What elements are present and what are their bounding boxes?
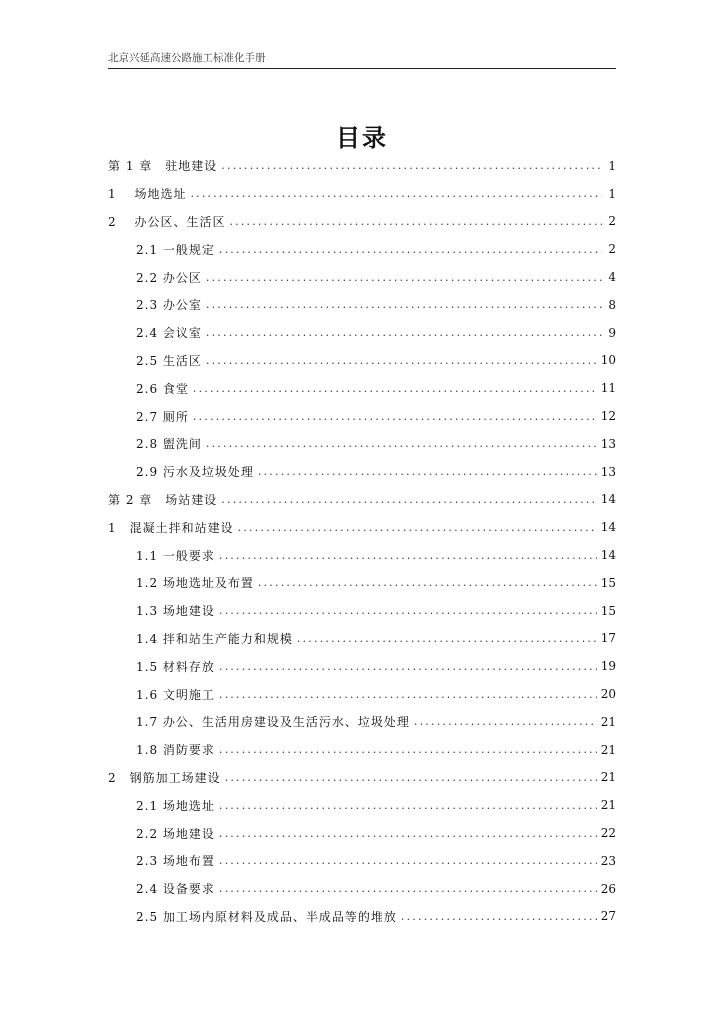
toc-entry-label: 1.8 消防要求 [136, 743, 215, 758]
toc-entry-label: 1.4 拌和站生产能力和规模 [136, 631, 293, 646]
toc-entry-page-number: 14 [600, 520, 616, 535]
toc-entry-label: 2.2 场地建设 [136, 826, 215, 841]
toc-entry-page-number: 1 [608, 186, 616, 201]
toc-entry-page-number: 21 [600, 714, 616, 729]
toc-entry-page-number: 2 [608, 242, 616, 257]
toc-entry-page-number: 11 [600, 381, 616, 396]
toc-entry-label: 1.1 一般要求 [136, 548, 215, 563]
toc-entry[interactable] [108, 180, 616, 208]
toc-entry-label: 1.3 场地建设 [136, 604, 215, 619]
toc-dot-leader [297, 632, 597, 645]
table-of-contents [108, 152, 616, 930]
toc-dot-leader [225, 771, 597, 784]
toc-entry[interactable] [108, 597, 616, 625]
toc-entry-label: 第 2 章 场站建设 [108, 492, 218, 507]
running-header: 北京兴延高速公路施工标准化手册 [108, 50, 616, 69]
toc-entry-page-number: 15 [600, 575, 616, 590]
toc-dot-leader [219, 882, 597, 895]
toc-entry[interactable] [108, 903, 616, 931]
toc-entry-label: 2.2 办公区 [136, 270, 202, 285]
toc-dot-leader [193, 382, 597, 395]
toc-dot-leader [219, 660, 597, 673]
toc-dot-leader [206, 354, 597, 367]
toc-entry-label: 2.8 盥洗间 [136, 437, 202, 452]
toc-dot-leader [206, 298, 602, 311]
toc-dot-leader [206, 437, 597, 450]
toc-entry-label: 2 办公区、生活区 [108, 214, 226, 229]
toc-entry-label: 2.4 设备要求 [136, 882, 215, 897]
toc-dot-leader [221, 159, 602, 172]
toc-entry-label: 2.1 一般规定 [136, 242, 215, 257]
toc-dot-leader [229, 215, 602, 228]
toc-entry-page-number: 14 [600, 492, 616, 507]
toc-entry[interactable] [108, 402, 616, 430]
toc-entry-label: 2.5 生活区 [136, 353, 202, 368]
toc-dot-leader [414, 715, 597, 728]
toc-entry[interactable] [108, 152, 616, 180]
toc-entry-page-number: 26 [600, 881, 616, 896]
toc-entry-page-number: 17 [600, 631, 616, 646]
toc-entry-page-number: 20 [600, 687, 616, 702]
toc-entry-label: 2.6 食堂 [136, 381, 189, 396]
toc-entry-page-number: 14 [600, 548, 616, 563]
toc-entry[interactable] [108, 541, 616, 569]
toc-entry[interactable] [108, 486, 616, 514]
toc-entry[interactable] [108, 680, 616, 708]
toc-entry-label: 2 钢筋加工场建设 [108, 770, 221, 785]
page-title: 目录 [336, 124, 388, 152]
toc-dot-leader [219, 743, 597, 756]
toc-entry[interactable] [108, 347, 616, 375]
toc-entry[interactable] [108, 764, 616, 792]
toc-entry-label: 1.6 文明施工 [136, 687, 215, 702]
toc-entry[interactable] [108, 208, 616, 236]
toc-dot-leader [219, 854, 597, 867]
toc-entry-page-number: 10 [600, 353, 616, 368]
toc-entry-page-number: 4 [608, 270, 616, 285]
toc-entry-label: 2.9 污水及垃圾处理 [136, 465, 254, 480]
toc-dot-leader [219, 827, 597, 840]
toc-dot-leader [219, 549, 597, 562]
toc-entry[interactable] [108, 791, 616, 819]
toc-entry-page-number: 12 [600, 409, 616, 424]
toc-entry[interactable] [108, 736, 616, 764]
toc-entry[interactable] [108, 319, 616, 347]
toc-dot-leader [238, 521, 597, 534]
toc-entry-label: 2.7 厕所 [136, 409, 189, 424]
toc-entry-label: 2.5 加工场内原材料及成品、半成品等的堆放 [136, 909, 397, 924]
toc-entry[interactable] [108, 819, 616, 847]
toc-entry-label: 2.3 场地布置 [136, 854, 215, 869]
toc-entry[interactable] [108, 875, 616, 903]
toc-entry-page-number: 1 [608, 158, 616, 173]
toc-entry-page-number: 21 [600, 742, 616, 757]
toc-entry-label: 1 混凝土拌和站建设 [108, 520, 234, 535]
toc-entry-label: 第 1 章 驻地建设 [108, 159, 218, 174]
toc-entry-page-number: 2 [608, 214, 616, 229]
toc-dot-leader [219, 688, 597, 701]
toc-entry[interactable] [108, 513, 616, 541]
toc-entry[interactable] [108, 652, 616, 680]
toc-dot-leader [221, 493, 596, 506]
toc-entry-label: 1.5 材料存放 [136, 659, 215, 674]
toc-entry-label: 1.7 办公、生活用房建设及生活污水、垃圾处理 [136, 715, 410, 730]
toc-entry-page-number: 9 [608, 325, 616, 340]
toc-entry-label: 1 场地选址 [108, 187, 187, 202]
toc-dot-leader [190, 187, 602, 200]
toc-dot-leader [219, 243, 602, 256]
toc-dot-leader [206, 326, 602, 339]
toc-dot-leader [258, 576, 597, 589]
toc-entry-page-number: 19 [600, 659, 616, 674]
toc-entry[interactable] [108, 458, 616, 486]
toc-entry-label: 2.1 场地选址 [136, 798, 215, 813]
toc-entry-page-number: 21 [600, 770, 616, 785]
toc-entry-page-number: 13 [600, 464, 616, 479]
toc-dot-leader [193, 410, 597, 423]
toc-dot-leader [219, 604, 597, 617]
toc-entry[interactable] [108, 847, 616, 875]
toc-entry[interactable] [108, 625, 616, 653]
toc-dot-leader [258, 465, 597, 478]
toc-entry[interactable] [108, 263, 616, 291]
toc-entry-label: 2.3 办公室 [136, 298, 202, 313]
toc-entry-page-number: 27 [600, 909, 616, 924]
toc-entry[interactable] [108, 291, 616, 319]
toc-entry[interactable] [108, 708, 616, 736]
toc-entry-label: 2.4 会议室 [136, 326, 202, 341]
toc-entry[interactable] [108, 235, 616, 263]
toc-entry[interactable] [108, 430, 616, 458]
toc-entry-page-number: 21 [600, 798, 616, 813]
toc-entry-page-number: 13 [600, 436, 616, 451]
toc-entry[interactable] [108, 569, 616, 597]
toc-entry-label: 1.2 场地选址及布置 [136, 576, 254, 591]
toc-dot-leader [219, 799, 597, 812]
toc-dot-leader [206, 271, 602, 284]
toc-entry-page-number: 23 [600, 853, 616, 868]
toc-dot-leader [401, 910, 597, 923]
toc-entry-page-number: 22 [600, 826, 616, 841]
toc-entry-page-number: 15 [600, 603, 616, 618]
toc-entry-page-number: 8 [608, 297, 616, 312]
toc-entry[interactable] [108, 374, 616, 402]
